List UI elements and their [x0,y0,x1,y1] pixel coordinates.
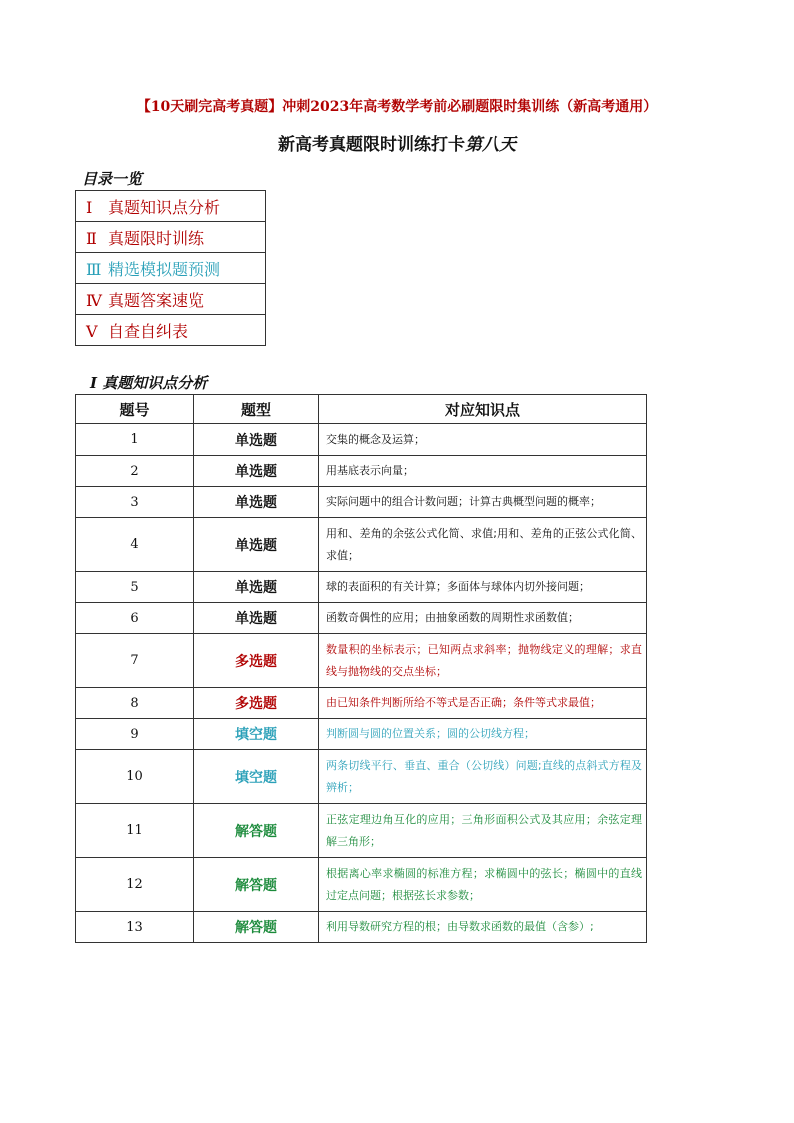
toc-table [75,190,266,346]
toc-item-label: 精选模拟题预测 [108,259,221,279]
toc-row [76,315,266,346]
document-header: 【10天刷完高考真题】冲刺2023年高考数学考前必刷题限时集训练（新高考通用） [136,99,658,115]
toc-item[interactable] [76,315,266,346]
title-main: 新高考真题限时训练打卡 [278,135,465,155]
question-type: 单选题 [194,456,319,487]
question-type: 单选题 [194,424,319,456]
knowledge-points: 用基底表示向量； [319,456,647,487]
toc-row [76,191,266,222]
question-number: 3 [76,487,194,518]
toc-item[interactable] [76,284,266,315]
toc-item-label: 真题限时训练 [108,228,205,248]
question-type: 多选题 [194,634,319,688]
question-number: 7 [76,634,194,688]
table-row [76,572,647,603]
toc-row [76,253,266,284]
question-type: 单选题 [194,487,319,518]
page-title [0,130,794,155]
knowledge-points: 函数奇偶性的应用；由抽象函数的周期性求函数值； [319,603,647,634]
question-type: 单选题 [194,518,319,572]
question-number: 2 [76,456,194,487]
question-type: 解答题 [194,858,319,912]
toc-item[interactable] [76,191,266,222]
question-number: 12 [76,858,194,912]
toc-heading: 目录一览 [82,170,143,188]
knowledge-points: 利用导数研究方程的根；由导数求函数的最值（含参）; [319,912,647,943]
question-number: 10 [76,750,194,804]
knowledge-points: 交集的概念及运算； [319,424,647,456]
question-type: 单选题 [194,572,319,603]
toc-row [76,222,266,253]
header-type: 题型 [194,395,319,424]
question-number: 5 [76,572,194,603]
toc-item-number: Ⅱ [86,228,97,248]
knowledge-points: 数量积的坐标表示；已知两点求斜率；抛物线定义的理解；求直线与抛物线的交点坐标； [319,634,647,688]
knowledge-points: 由已知条件判断所给不等式是否正确；条件等式求最值； [319,688,647,719]
table-row [76,518,647,572]
question-type: 填空题 [194,750,319,804]
knowledge-points: 球的表面积的有关计算；多面体与球体内切外接问题； [319,572,647,603]
section1-heading: Ⅰ 真题知识点分析 [90,374,208,392]
knowledge-points: 正弦定理边角互化的应用；三角形面积公式及其应用；余弦定理解三角形； [319,804,647,858]
table-row [76,912,647,943]
question-number: 6 [76,603,194,634]
knowledge-points: 两条切线平行、垂直、重合（公切线）问题;直线的点斜式方程及辨析； [319,750,647,804]
question-type: 解答题 [194,912,319,943]
title-day: 第八天 [465,135,516,155]
toc-item-number: Ⅴ [86,321,98,341]
question-type: 填空题 [194,719,319,750]
knowledge-table [75,394,647,943]
table-row [76,688,647,719]
toc-item-label: 真题答案速览 [108,290,205,310]
header-num: 题号 [76,395,194,424]
toc-item[interactable] [76,222,266,253]
question-number: 9 [76,719,194,750]
knowledge-points: 根据离心率求椭圆的标准方程；求椭圆中的弦长；椭圆中的直线过定点问题；根据弦长求参数； [319,858,647,912]
question-type: 单选题 [194,603,319,634]
question-number: 1 [76,424,194,456]
toc-item-label: 自查自纠表 [108,321,189,341]
question-number: 13 [76,912,194,943]
toc-item[interactable] [76,253,266,284]
table-row [76,858,647,912]
toc-item-number: Ⅲ [86,259,102,279]
question-number: 8 [76,688,194,719]
header-kp: 对应知识点 [319,395,647,424]
table-row [76,634,647,688]
question-number: 4 [76,518,194,572]
toc-item-number: Ⅰ [86,197,93,217]
toc-row [76,284,266,315]
knowledge-points: 实际问题中的组合计数问题；计算古典概型问题的概率； [319,487,647,518]
table-row [76,719,647,750]
knowledge-points: 判断圆与圆的位置关系；圆的公切线方程； [319,719,647,750]
question-type: 多选题 [194,688,319,719]
toc-item-number: Ⅳ [86,290,102,310]
table-header-row [76,395,647,424]
table-row [76,804,647,858]
question-type: 解答题 [194,804,319,858]
question-number: 11 [76,804,194,858]
knowledge-points: 用和、差角的余弦公式化简、求值;用和、差角的正弦公式化简、求值； [319,518,647,572]
table-row [76,487,647,518]
table-row [76,750,647,804]
toc-item-label: 真题知识点分析 [108,197,221,217]
table-row [76,456,647,487]
table-row [76,424,647,456]
table-row [76,603,647,634]
